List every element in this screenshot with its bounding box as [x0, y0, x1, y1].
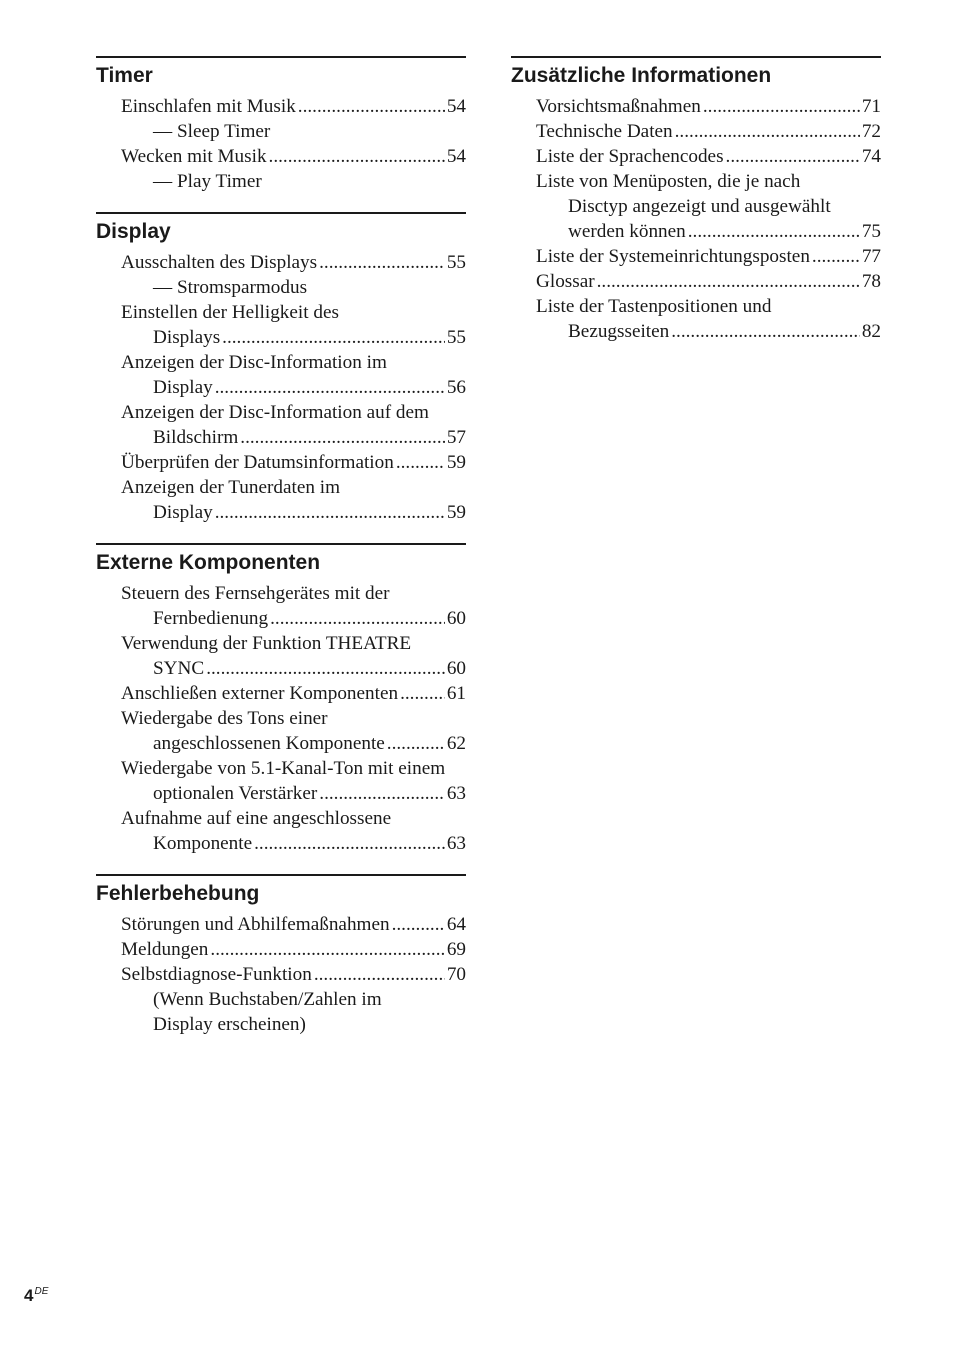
dot-leader: [215, 500, 445, 525]
entry-title: Wecken mit Musik: [121, 146, 267, 167]
entry-page-number: 55: [446, 327, 466, 348]
toc-entry: [536, 119, 881, 144]
dot-leader: [314, 962, 445, 987]
entry-title: SYNC: [153, 658, 205, 679]
entry-title: (Wenn Buchstaben/Zahlen im: [153, 989, 382, 1010]
toc-entry: [121, 806, 466, 856]
entry-title: Bildschirm: [153, 427, 239, 448]
entry-title: Liste der Systemeinrichtungsposten: [536, 246, 810, 267]
toc-entry: [121, 581, 466, 631]
dot-leader: [222, 325, 445, 350]
entry-title: Störungen und Abhilfemaßnahmen: [121, 914, 390, 935]
entry-page-number: 54: [446, 96, 466, 117]
entry-title: Disctyp angezeigt und ausgewählt: [568, 196, 831, 217]
dot-leader: [675, 119, 860, 144]
entry-title: Selbstdiagnose-Funktion: [121, 964, 312, 985]
entry-title: Bezugsseiten: [568, 321, 670, 342]
entry-title: Steuern des Fernsehgerätes mit der: [121, 583, 390, 604]
toc-entry: [121, 350, 466, 400]
entry-title: Display: [153, 502, 213, 523]
section-heading: Timer: [96, 56, 466, 91]
dot-leader: [812, 244, 860, 269]
entry-title: Anschließen externer Komponenten: [121, 683, 399, 704]
toc-entry: [121, 169, 466, 194]
entry-page-number: 59: [446, 502, 466, 523]
dot-leader: [387, 731, 445, 756]
toc-entry: [121, 706, 466, 756]
toc-section-timer: [96, 56, 466, 194]
entry-page-number: 54: [446, 146, 466, 167]
dot-leader: [269, 144, 445, 169]
toc-section-display: [96, 212, 466, 525]
entry-page-number: 56: [446, 377, 466, 398]
toc-entry: [121, 1012, 466, 1037]
toc-entry: [121, 144, 466, 169]
entry-title: — Play Timer: [153, 171, 262, 192]
language-code: DE: [34, 1286, 49, 1297]
dot-leader: [726, 144, 860, 169]
entry-page-number: 70: [446, 964, 466, 985]
toc-entries: [96, 581, 466, 856]
entry-title: angeschlossenen Komponente: [153, 733, 385, 754]
entry-title: Technische Daten: [536, 121, 673, 142]
toc-entry: [121, 681, 466, 706]
toc-entry: [536, 244, 881, 269]
page-number: 4: [24, 1286, 34, 1305]
toc-section-zus-tzliche-informationen: [511, 56, 881, 344]
entry-title: Aufnahme auf eine angeschlossene: [121, 808, 392, 829]
entry-page-number: 55: [446, 252, 466, 273]
entry-page-number: 63: [446, 783, 466, 804]
toc-entry: [121, 631, 466, 681]
entry-title: Display erscheinen): [153, 1014, 306, 1035]
entry-page-number: 78: [861, 271, 881, 292]
entry-title: Wiedergabe des Tons einer: [121, 708, 328, 729]
toc-section-fehlerbehebung: [96, 874, 466, 1037]
entry-page-number: 77: [861, 246, 881, 267]
entry-page-number: 75: [861, 221, 881, 242]
dot-leader: [688, 219, 860, 244]
entry-page-number: 61: [446, 683, 466, 704]
dot-leader: [240, 425, 445, 450]
entry-page-number: 57: [446, 427, 466, 448]
section-heading: Zusätzliche Informationen: [511, 56, 881, 91]
entry-title: — Stromsparmodus: [153, 277, 308, 298]
entry-title: Verwendung der Funktion THEATRE: [121, 633, 412, 654]
dot-leader: [215, 375, 445, 400]
toc-entry: [121, 450, 466, 475]
toc-entries: [96, 250, 466, 525]
entry-title: Liste der Sprachencodes: [536, 146, 724, 167]
entry-page-number: 71: [861, 96, 881, 117]
entry-page-number: 74: [861, 146, 881, 167]
entry-page-number: 63: [446, 833, 466, 854]
toc-entry: [121, 962, 466, 987]
entry-title: — Sleep Timer: [153, 121, 271, 142]
toc-entry: [121, 912, 466, 937]
dot-leader: [597, 269, 860, 294]
dot-leader: [319, 781, 445, 806]
toc-entries: [511, 94, 881, 344]
entry-page-number: 59: [446, 452, 466, 473]
section-heading: Display: [96, 212, 466, 247]
dot-leader: [210, 937, 444, 962]
toc-entry: [536, 144, 881, 169]
entry-title: Überprüfen der Datumsinformation: [121, 452, 394, 473]
toc-section-externe-komponenten: [96, 543, 466, 856]
entry-title: Liste der Tastenpositionen und: [536, 296, 772, 317]
entry-title: Liste von Menüposten, die je nach: [536, 171, 801, 192]
toc-column-left: [96, 56, 466, 1055]
toc-entry: [121, 756, 466, 806]
entry-title: Meldungen: [121, 939, 209, 960]
toc-entry: [536, 269, 881, 294]
dot-leader: [270, 606, 445, 631]
entry-page-number: 69: [446, 939, 466, 960]
toc-entry: [121, 300, 466, 350]
toc-entry: [121, 400, 466, 450]
entry-title: Anzeigen der Tunerdaten im: [121, 477, 341, 498]
toc-entry: [121, 475, 466, 525]
toc-entry: [536, 94, 881, 119]
entry-title: Displays: [153, 327, 221, 348]
entry-title: Anzeigen der Disc-Information auf dem: [121, 402, 429, 423]
toc-entry: [536, 294, 881, 344]
entry-page-number: 64: [446, 914, 466, 935]
dot-leader: [703, 94, 860, 119]
dot-leader: [298, 94, 445, 119]
entry-page-number: 82: [861, 321, 881, 342]
entry-title: Komponente: [153, 833, 253, 854]
entry-title: Glossar: [536, 271, 595, 292]
entry-page-number: 62: [446, 733, 466, 754]
section-heading: Fehlerbehebung: [96, 874, 466, 909]
entry-title: Ausschalten des Displays: [121, 252, 318, 273]
toc-entry: [121, 119, 466, 144]
entry-title: Anzeigen der Disc-Information im: [121, 352, 387, 373]
dot-leader: [319, 250, 445, 275]
entry-title: Einstellen der Helligkeit des: [121, 302, 339, 323]
dot-leader: [254, 831, 445, 856]
page-footer: [24, 1281, 48, 1307]
entry-page-number: 72: [861, 121, 881, 142]
toc-entry: [121, 94, 466, 119]
toc-column-right: [511, 56, 881, 362]
toc-entries: [96, 912, 466, 1037]
entry-title: Einschlafen mit Musik: [121, 96, 296, 117]
dot-leader: [206, 656, 445, 681]
entry-title: werden können: [568, 221, 686, 242]
dot-leader: [671, 319, 860, 344]
dot-leader: [400, 681, 445, 706]
toc-entry: [121, 987, 466, 1012]
entry-title: Wiedergabe von 5.1-Kanal-Ton mit einem: [121, 758, 446, 779]
entry-title: Vorsichtsmaßnahmen: [536, 96, 701, 117]
entry-title: Fernbedienung: [153, 608, 269, 629]
entry-page-number: 60: [446, 658, 466, 679]
toc-entry: [121, 275, 466, 300]
entry-page-number: 60: [446, 608, 466, 629]
toc-entry: [121, 250, 466, 275]
toc-entry: [536, 169, 881, 244]
toc-entries: [96, 94, 466, 194]
dot-leader: [392, 912, 445, 937]
section-heading: Externe Komponenten: [96, 543, 466, 578]
entry-title: optionalen Verstärker: [153, 783, 318, 804]
dot-leader: [396, 450, 445, 475]
entry-title: Display: [153, 377, 213, 398]
toc-entry: [121, 937, 466, 962]
